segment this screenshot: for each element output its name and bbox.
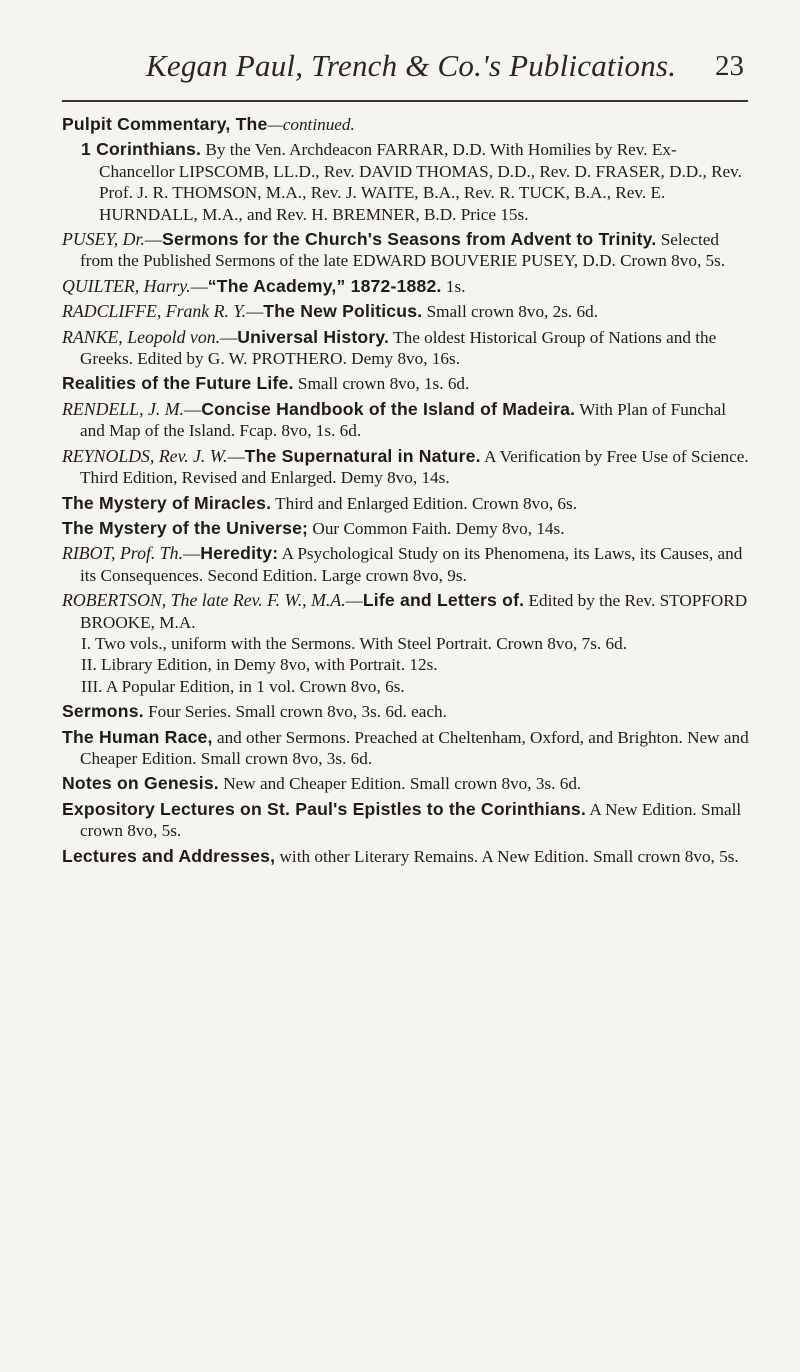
entry-description: II. Library Edition, in Demy 8vo, with Portrait. 12s. [81, 655, 438, 675]
entry-title: Heredity: [200, 543, 279, 564]
entry-description: By the Ven. Archdeacon FARRAR, D.D. With Homilies by Rev. Ex-Chancellor LIPSCOMB, LL.D., Rev. DAVID THOMAS, D.D., Rev. D. FRASER, D.D., Rev. Prof. J. R. THOMSON, M.A., Rev. J. WAITE, B.A., Rev. R. TUCK, B.A., Rev. E. HURNDALL, M.A., and Rev. H. BREMNER, B.D. Price 15s. [99, 140, 742, 224]
catalogue-entry: RENDELL, J. M.—Concise Handbook of the Island of Madeira. With Plan of Funchal and Map of the Island. Fcap. 8vo, 1s. 6d. [62, 398, 727, 441]
entry-description: New and Cheaper Edition. Small crown 8vo, 3s. 6d. [218, 774, 582, 794]
entry-title: Concise Handbook of the Island of Madeira. [201, 398, 576, 419]
running-head [62, 48, 752, 88]
entry-title: Sermons for the Church's Seasons from Advent to Trinity. [162, 229, 657, 250]
entry-title: Sermons. [62, 701, 144, 722]
entry-author: RIBOT, Prof. Th. [62, 543, 184, 564]
entry-description: Small crown 8vo, 1s. 6d. [293, 374, 470, 394]
entry-description: I. Two vols., uniform with the Sermons. With Steel Portrait. Crown 8vo, 7s. 6d. [81, 633, 628, 653]
entry-description: with other Literary Remains. A New Edition. Small crown 8vo, 5s. [275, 846, 739, 866]
catalogue-entry: PUSEY, Dr.—Sermons for the Church's Seasons from Advent to Trinity. Selected from the Published Sermons of the late EDWARD BOUVERIE PUSEY, D.D. Crown 8vo, 5s. [62, 229, 726, 271]
catalogue-entry [62, 773, 750, 794]
catalogue-entry [62, 373, 750, 394]
catalogue-entry: REYNOLDS, Rev. J. W.—The Supernatural in Nature. A Verification by Free Use of Science. Third Edition, Revised and Enlarged. Demy 8vo, 14s. [62, 445, 749, 488]
entry-description: —continued. [267, 115, 355, 134]
catalogue-entry [62, 139, 750, 225]
entry-description: Small crown 8vo, 2s. 6d. [422, 302, 598, 322]
entry-title: The Human Race, [62, 726, 213, 747]
catalogue-entry [62, 518, 750, 539]
entry-author: QUILTER, Harry. [62, 275, 191, 296]
catalogue-entry [62, 846, 750, 867]
catalogue-entry [62, 114, 750, 135]
entry-author: PUSEY, Dr. [62, 229, 145, 250]
entry-title: “The Academy,” 1872-1882. [207, 275, 442, 296]
running-title: Kegan Paul, Trench & Co.'s Publications. [146, 48, 677, 83]
catalogue-entry: QUILTER, Harry.—“The Academy,” 1872-1882. 1s. [62, 275, 466, 296]
entry-title: The New Politicus. [263, 301, 423, 322]
entry-description: III. A Popular Edition, in 1 vol. Crown 8vo, 6s. [81, 676, 405, 696]
entry-description: The oldest Historical Group of Nations and the Greeks. Edited by G. W. PROTHERO. Demy 8vo, 16s. [80, 327, 717, 369]
entry-description: With Plan of Funchal and Map of the Island. Fcap. 8vo, 1s. 6d. [80, 399, 727, 441]
volume-line [62, 676, 750, 697]
entry-description: A Psychological Study on its Phenomena, its Laws, its Causes, and its Consequences. Second Edition. Large crown 8vo, 9s. [80, 544, 743, 585]
entry-title: The Mystery of Miracles. [62, 492, 272, 513]
catalogue-entry: RADCLIFFE, Frank R. Y.—The New Politicus. Small crown 8vo, 2s. 6d. [62, 301, 598, 322]
page-number: 23 [715, 50, 744, 82]
entry-title: Pulpit Commentary, The [62, 114, 268, 134]
entry-title: Expository Lectures on St. Paul's Epistles to the Corinthians. [62, 798, 586, 819]
catalogue-entry: ROBERTSON, The late Rev. F. W., M.A.—Life and Letters of. Edited by the Rev. STOPFORD BROOKE, M.A. [62, 590, 748, 632]
entry-title: 1 Corinthians. [81, 139, 202, 160]
entry-author: ROBERTSON, The late Rev. F. W., M.A. [62, 590, 346, 611]
entry-author: REYNOLDS, Rev. J. W. [62, 445, 228, 466]
entry-title: Realities of the Future Life. [62, 373, 294, 394]
entry-description: Selected from the Published Sermons of the late EDWARD BOUVERIE PUSEY, D.D. Crown 8vo, 5s. [80, 230, 726, 271]
entry-description: Third and Enlarged Edition. Crown 8vo, 6s. [271, 493, 577, 513]
entry-description: 1s. [441, 276, 466, 296]
entry-title: Notes on Genesis. [62, 773, 219, 794]
entry-description: A New Edition. Small crown 8vo, 5s. [80, 799, 742, 841]
header-rule [62, 100, 748, 102]
entry-title: Universal History. [237, 326, 390, 347]
entry-description: A Verification by Free Use of Science. Third Edition, Revised and Enlarged. Demy 8vo, 14s. [80, 446, 749, 488]
entry-title: The Mystery of the Universe; [62, 517, 309, 538]
volume-line [62, 633, 750, 654]
entry-description: and other Sermons. Preached at Cheltenham, Oxford, and Brighton. New and Cheaper Edition. Small crown 8vo, 3s. 6d. [80, 727, 749, 768]
entry-author: RADCLIFFE, Frank R. Y. [62, 301, 247, 322]
entry-title: Lectures and Addresses, [62, 845, 276, 866]
catalogue-entry [62, 493, 750, 514]
volume-line [62, 654, 750, 675]
entry-author: RENDELL, J. M. [62, 398, 184, 419]
entry-author: RANKE, Leopold von. [62, 326, 221, 347]
catalogue-entries [62, 110, 750, 867]
entry-description: Edited by the Rev. STOPFORD BROOKE, M.A. [80, 591, 748, 632]
catalogue-entry [62, 727, 750, 770]
catalogue-entry [62, 701, 750, 722]
entry-title: The Supernatural in Nature. [244, 445, 481, 466]
entry-description: Four Series. Small crown 8vo, 3s. 6d. each. [143, 702, 447, 722]
catalogue-entry [62, 799, 750, 842]
entry-title: Life and Letters of. [362, 590, 525, 611]
catalogue-entry: RIBOT, Prof. Th.—Heredity: A Psychological Study on its Phenomena, its Laws, its Causes, and its Consequences. Second Edition. Large crown 8vo, 9s. [62, 543, 743, 585]
catalogue-entry: RANKE, Leopold von.—Universal History. The oldest Historical Group of Nations and the Greeks. Edited by G. W. PROTHERO. Demy 8vo, 16s. [62, 326, 717, 369]
entry-description: Our Common Faith. Demy 8vo, 14s. [308, 518, 565, 538]
